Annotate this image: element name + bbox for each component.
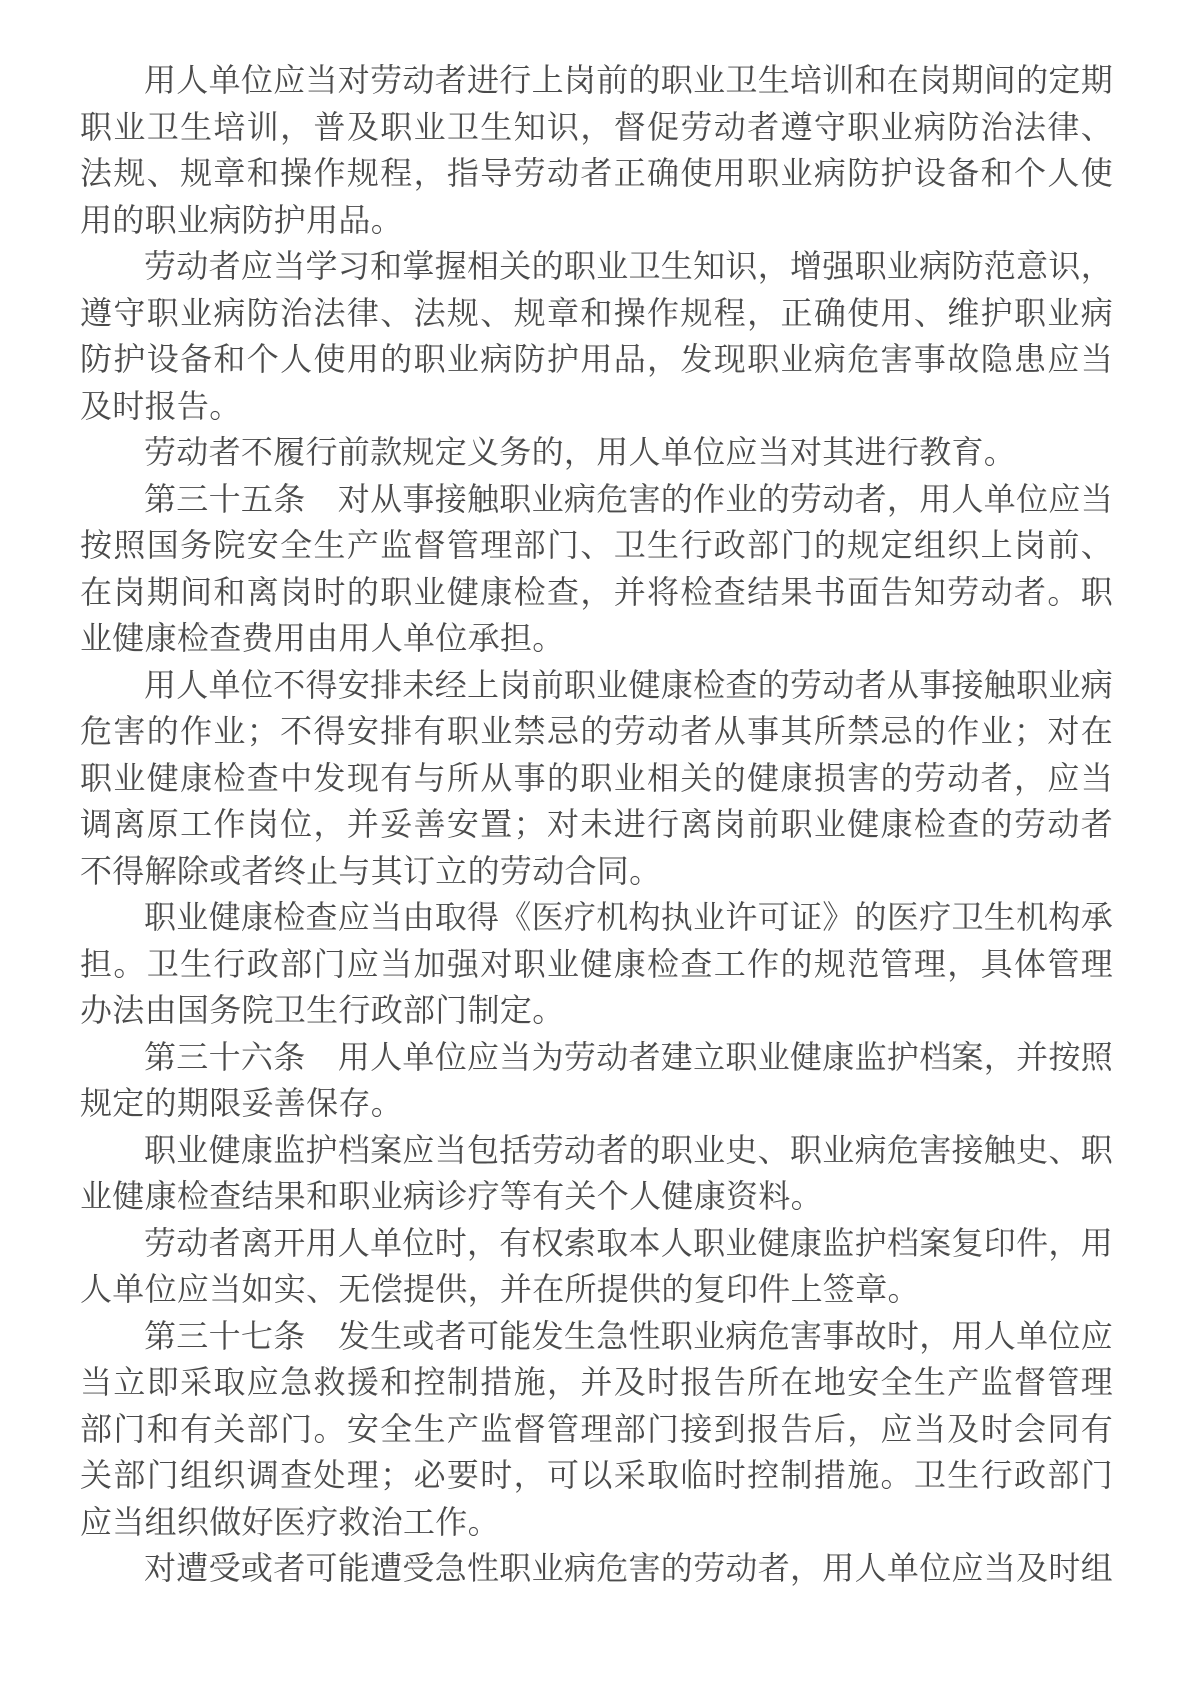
paragraph-article-36: 第三十六条 用人单位应当为劳动者建立职业健康监护档案，并按照规定的期限妥善保存。: [80, 1038, 1114, 1121]
paragraph-archive-copy-right: 劳动者离开用人单位时，有权索取本人职业健康监护档案复印件，用人单位应当如实、无偿提供，并在所提供的复印件上签章。: [80, 1224, 1114, 1307]
paragraph-worker-education: 劳动者不履行前款规定义务的，用人单位应当对其进行教育。: [144, 434, 1017, 470]
paragraph-archive-contents: 职业健康监护档案应当包括劳动者的职业史、职业病危害接触史、职业健康检查结果和职业病诊疗等有关个人健康资料。: [80, 1131, 1114, 1214]
paragraph-health-check-institutions: 职业健康检查应当由取得《医疗机构执业许可证》的医疗卫生机构承担。卫生行政部门应当加强对职业健康检查工作的规范管理，具体管理办法由国务院卫生行政部门制定。: [80, 899, 1114, 1028]
paragraph-worker-duty: 劳动者应当学习和掌握相关的职业卫生知识，增强职业病防范意识，遵守职业病防治法律、法规、规章和操作规程，正确使用、维护职业病防护设备和个人使用的职业病防护用品，发现职业病危害事故隐患应当及时报告。: [80, 248, 1114, 424]
paragraph-article-37: 第三十七条 发生或者可能发生急性职业病危害事故时，用人单位应当立即采取应急救援和控制措施，并及时报告所在地安全生产监督管理部门和有关部门。安全生产监督管理部门接到报告后，应当及时会同有关部门组织调查处理；必要时，可以采取临时控制措施。卫生行政部门应当组织做好医疗救治工作。: [80, 1317, 1114, 1540]
paragraph-article-35-restrictions: 用人单位不得安排未经上岗前职业健康检查的劳动者从事接触职业病危害的作业；不得安排有职业禁忌的劳动者从事其所禁忌的作业；对在职业健康检查中发现有与所从事的职业相关的健康损害的劳动者，应当调离原工作岗位，并妥善安置；对未进行离岗前职业健康检查的劳动者不得解除或者终止与其订立的劳动合同。: [80, 666, 1114, 889]
paragraph-acute-hazard-truncated: 对遭受或者可能遭受急性职业病危害的劳动者，用人单位应当及时组: [144, 1550, 1114, 1586]
paragraph-article-35: 第三十五条 对从事接触职业病危害的作业的劳动者，用人单位应当按照国务院安全生产监督管理部门、卫生行政部门的规定组织上岗前、在岗期间和离岗时的职业健康检查，并将检查结果书面告知劳动者。职业健康检查费用由用人单位承担。: [80, 480, 1114, 656]
paragraph-training-obligation: 用人单位应当对劳动者进行上岗前的职业卫生培训和在岗期间的定期职业卫生培训，普及职业卫生知识，督促劳动者遵守职业病防治法律、法规、规章和操作规程，指导劳动者正确使用职业病防护设备和个人使用的职业病防护用品。: [80, 62, 1114, 238]
